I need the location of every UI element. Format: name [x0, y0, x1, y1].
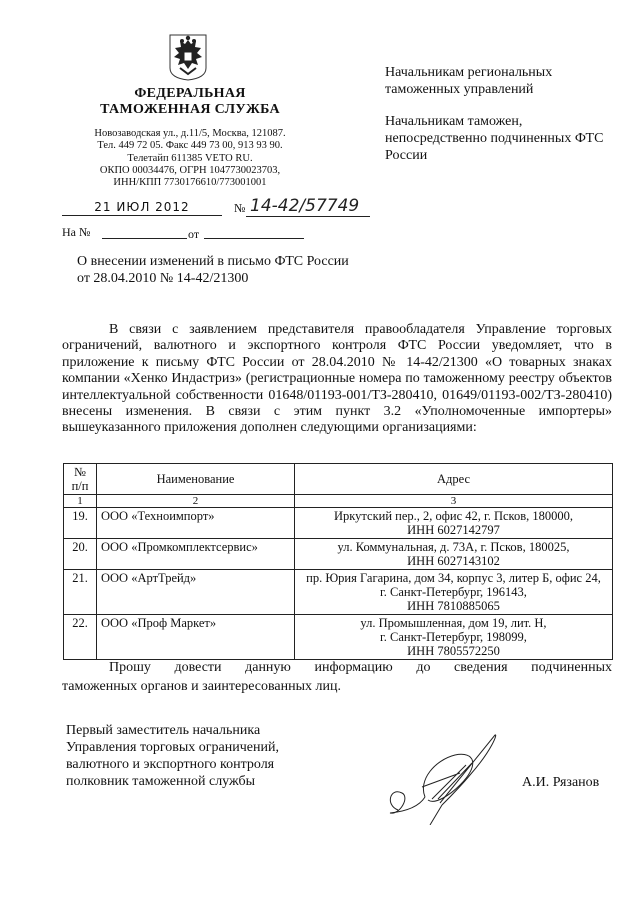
- row-number: 19.: [64, 508, 97, 539]
- header-address: Адрес: [295, 464, 613, 495]
- row-address: [295, 539, 613, 570]
- address-line: ОКПО 00034476, ОГРН 1047730023703,: [99, 164, 281, 176]
- recipient: Начальникам таможен, непосредственно подчиненных ФТС России: [385, 114, 604, 163]
- date-number-line: [62, 196, 360, 220]
- reply-from-blank: [204, 238, 304, 239]
- closing-line-1: Прошу довести данную информацию до сведения подчиненных: [109, 660, 612, 675]
- address-line: ул. Промышленная, дом 19, лит. Н,: [360, 616, 547, 630]
- recipient: Начальникам региональных таможенных управлений: [385, 65, 553, 97]
- org-name-line-1: ФЕДЕРАЛЬНАЯ: [134, 86, 246, 101]
- address-line: Тел. 449 72 05. Факс 449 73 00, 913 93 90.: [97, 140, 283, 152]
- body-paragraph: В связи с заявлением представителя правообладателя Управление торговых ограничений, валютного и экспортного контроля ФТС России уведомляет, что в приложение к письму ФТС России от 28.04.2010 № 14-42/21300 «О товарных знаках компании «Хенко Индастриз» (регистрационные номера по таможенному реестру объектов интеллектуальной собственности 01648/01193-001/ТЗ-280410, 01649/01193-002/ТЗ-280410) внесены изменения. В связи с этим пункт 3.2 «Уполномоченные импортеры» вышеуказанного приложения дополнен следующими организациями:: [62, 322, 612, 436]
- row-number: 21.: [64, 570, 97, 615]
- table-row: [64, 539, 613, 570]
- table-index-row: [64, 495, 613, 508]
- letter-date: 21 ИЮЛ 2012: [62, 200, 222, 216]
- title-line: Первый заместитель начальника: [66, 723, 261, 738]
- reply-reference-line: [62, 225, 312, 243]
- index-cell: 3: [295, 495, 613, 508]
- address-line: г. Санкт-Петербург, 198099,: [380, 630, 527, 644]
- title-line: Управления торговых ограничений,: [66, 740, 279, 755]
- address-line: г. Санкт-Петербург, 196143,: [380, 585, 527, 599]
- row-name: ООО «АртТрейд»: [97, 570, 295, 615]
- recipients: [385, 64, 625, 179]
- header-number: № п/п: [64, 464, 97, 495]
- number-label: №: [234, 201, 246, 215]
- row-number: 20.: [64, 539, 97, 570]
- organization-address: [60, 128, 320, 189]
- table-row: [64, 508, 613, 539]
- organization-name: [70, 86, 310, 118]
- address-line: пр. Юрия Гагарина, дом 34, корпус 3, литер Б, офис 24,: [306, 571, 601, 585]
- address-line: ул. Коммунальная, д. 73А, г. Псков, 180025,: [337, 540, 570, 554]
- letter-number: 14-42/57749: [246, 196, 370, 217]
- row-name: ООО «Техноимпорт»: [97, 508, 295, 539]
- address-line: ИНН 6027142797: [407, 523, 500, 537]
- address-line: ИНН 7810885065: [407, 599, 500, 613]
- reply-from-label: от: [188, 227, 200, 241]
- signer-title: [66, 722, 326, 790]
- row-address: [295, 570, 613, 615]
- index-cell: 1: [64, 495, 97, 508]
- title-line: валютного и экспортного контроля: [66, 757, 275, 772]
- address-line: ИНН 6027143102: [407, 554, 500, 568]
- table-row: [64, 615, 613, 660]
- closing-line-2: таможенных органов и заинтересованных лиц.: [62, 679, 341, 694]
- importers-table: [63, 463, 613, 660]
- signer-name: А.И. Рязанов: [522, 775, 600, 790]
- row-address: [295, 615, 613, 660]
- reply-to-label: На №: [62, 225, 91, 239]
- table-header-row: [64, 464, 613, 495]
- row-number: 22.: [64, 615, 97, 660]
- handwritten-signature-icon: [380, 725, 510, 825]
- address-line: Телетайп 611385 VETO RU.: [127, 152, 253, 164]
- row-name: ООО «Проф Маркет»: [97, 615, 295, 660]
- reply-to-blank: [102, 238, 187, 239]
- header-name: Наименование: [97, 464, 295, 495]
- address-line: ИНН 7805572250: [407, 644, 500, 658]
- closing-request: [62, 658, 612, 696]
- address-line: ИНН/КПП 7730176610/773001001: [113, 177, 267, 189]
- letter-body: [62, 322, 612, 437]
- address-line: Новозаводская ул., д.11/5, Москва, 121087.: [94, 128, 286, 139]
- row-name: ООО «Промкомплектсервис»: [97, 539, 295, 570]
- table-row: [64, 570, 613, 615]
- index-cell: 2: [97, 495, 295, 508]
- address-line: Иркутский пер., 2, офис 42, г. Псков, 180000,: [334, 509, 573, 523]
- title-line: полковник таможенной службы: [66, 774, 256, 789]
- org-name-line-2: ТАМОЖЕННАЯ СЛУЖБА: [100, 102, 280, 117]
- row-address: [295, 508, 613, 539]
- letter-subject: О внесении изменений в письмо ФТС России от 28.04.2010 № 14-42/21300: [77, 254, 349, 286]
- russian-coat-of-arms-icon: [166, 32, 210, 82]
